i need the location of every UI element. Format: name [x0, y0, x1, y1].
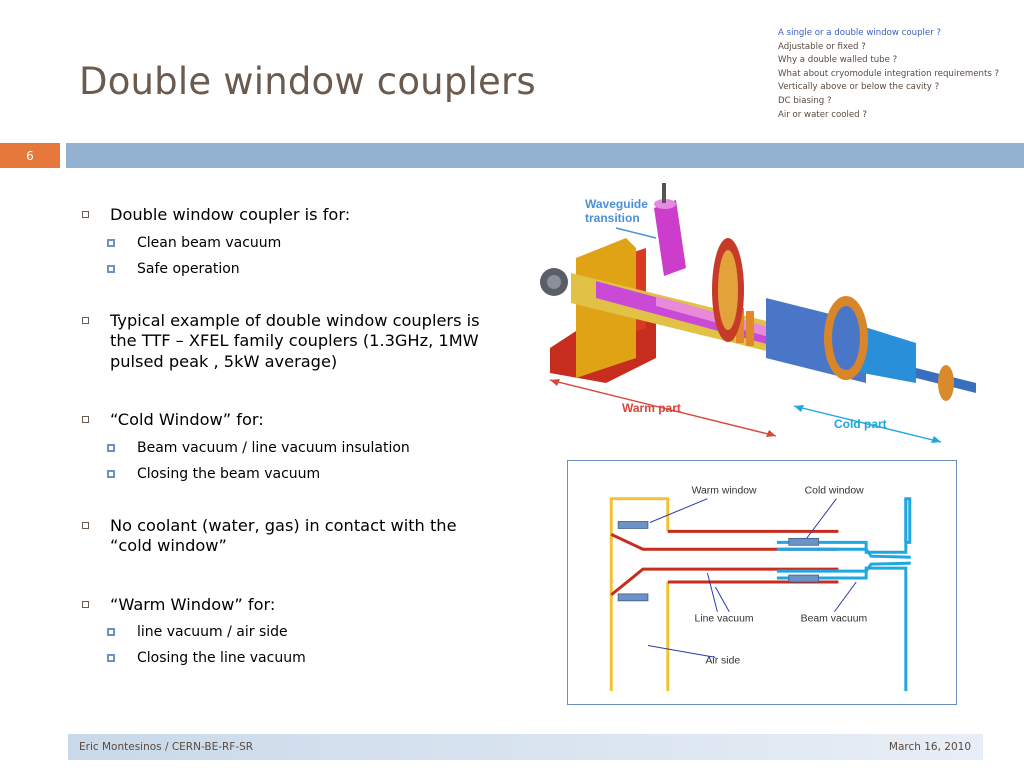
bullet-item: [80, 595, 500, 616]
bullet-list: [80, 205, 500, 667]
footer-bar: [68, 734, 983, 760]
warm-window: [618, 594, 648, 601]
air-side-label: Air side: [705, 655, 741, 667]
square-bullet-icon: [82, 601, 89, 608]
cold-part-label: Cold part: [834, 417, 887, 431]
header-bar: [66, 143, 1024, 168]
beam-vacuum-label: Beam vacuum: [800, 613, 868, 625]
sub-bullet-item: [80, 439, 500, 457]
slide-title: Double window couplers: [79, 60, 536, 103]
question-item: DC biasing ?: [778, 95, 832, 106]
square-bullet-icon: [107, 628, 115, 636]
coupler-schematic: [567, 460, 957, 705]
sub-bullet-text: Closing the beam vacuum: [137, 465, 321, 482]
square-bullet-icon: [107, 265, 115, 273]
sub-bullet-text: Clean beam vacuum: [137, 234, 282, 251]
beam-vacuum-wall: [777, 568, 906, 691]
cold-window: [789, 538, 819, 545]
sub-bullet-text: Safe operation: [137, 260, 240, 277]
sub-bullet-item: [80, 465, 500, 483]
cold-flange: [832, 306, 860, 370]
cold-window: [789, 575, 819, 582]
bullet-text: Typical example of double window couplers is the TTF – XFEL family couplers (1.3GHz, 1MW pulsed peak , 5kW average): [110, 310, 480, 371]
footer-author: Eric Montesinos / CERN-BE-RF-SR: [79, 741, 254, 753]
square-bullet-icon: [107, 470, 115, 478]
warm-part-label: Warm part: [622, 401, 681, 415]
connector: [662, 183, 666, 203]
bullet-text: “Cold Window” for:: [110, 410, 264, 429]
square-bullet-icon: [82, 317, 89, 324]
coupler-cutaway-illustration: [536, 178, 986, 450]
cold-window-label: Cold window: [804, 485, 864, 497]
square-bullet-icon: [82, 416, 89, 423]
question-item: Adjustable or fixed ?: [778, 41, 866, 52]
bullet-text: Double window coupler is for:: [110, 205, 351, 224]
flange-ring: [718, 250, 738, 330]
square-bullet-icon: [82, 522, 89, 529]
sub-bullet-item: [80, 260, 500, 278]
sub-bullet-text: line vacuum / air side: [137, 624, 288, 640]
waveguide-cylinder: [654, 200, 686, 276]
sub-bullet-text: Beam vacuum / line vacuum insulation: [137, 439, 410, 456]
line-vacuum-label: Line vacuum: [694, 613, 754, 625]
square-bullet-icon: [107, 239, 115, 247]
waveguide-label: Waveguide: [585, 197, 648, 211]
waveguide-arrow: [616, 228, 656, 238]
question-item: What about cryomodule integration requirements ?: [778, 68, 1000, 79]
warm-window-label: Warm window: [691, 485, 757, 497]
bullet-item: [80, 516, 500, 557]
sub-bullet-item: [80, 234, 500, 252]
square-bullet-icon: [82, 211, 89, 218]
slide-number: 6: [0, 143, 60, 168]
bullet-item: [80, 205, 500, 226]
footer-date: March 16, 2010: [888, 741, 971, 753]
square-bullet-icon: [107, 654, 115, 662]
knob: [547, 275, 561, 289]
sub-bullet-text: Closing the line vacuum: [137, 650, 306, 666]
question-item[interactable]: A single or a double window coupler ?: [778, 28, 942, 38]
bullet-item: [80, 311, 500, 373]
sub-bullet-item: [80, 649, 500, 667]
arrowhead-icon: [550, 379, 560, 386]
tip-flange: [938, 365, 954, 401]
bullet-text: “Warm Window” for:: [110, 594, 276, 614]
waveguide-label: transition: [585, 211, 640, 225]
question-item: Why a double walled tube ?: [778, 55, 898, 66]
sub-bullet-item: [80, 623, 500, 641]
arrowhead-icon: [794, 405, 804, 412]
question-item: Vertically above or below the cavity ?: [778, 82, 940, 93]
bullet-item: [80, 410, 500, 431]
arrowhead-icon: [766, 430, 776, 437]
bullet-text: No coolant (water, gas) in contact with the “cold window”: [110, 515, 457, 555]
arrowhead-icon: [931, 436, 941, 443]
square-bullet-icon: [107, 444, 115, 452]
question-list: [778, 27, 999, 122]
warm-window: [618, 522, 648, 529]
question-item: Air or water cooled ?: [778, 109, 867, 120]
